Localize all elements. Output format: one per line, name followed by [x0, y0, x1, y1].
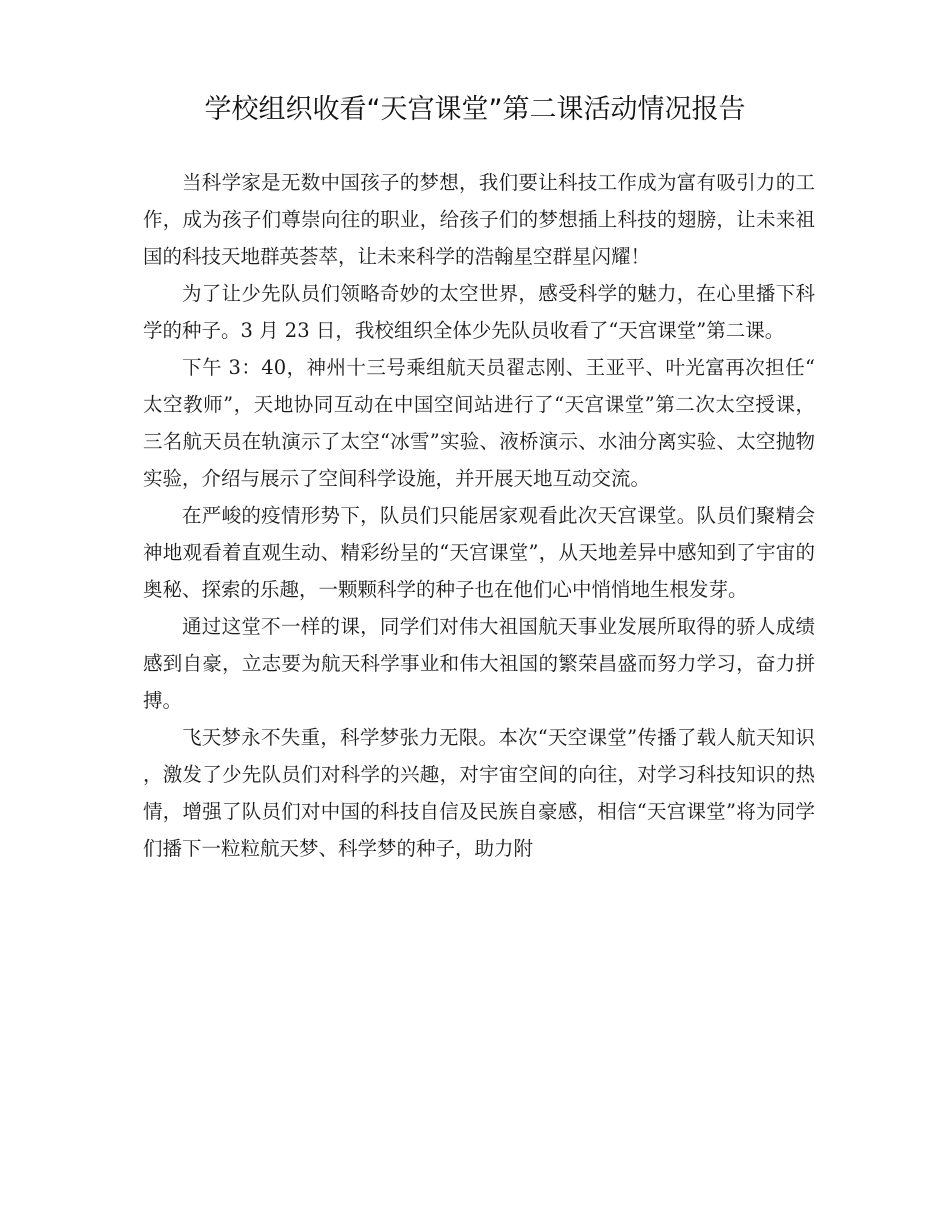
document-title: 学校组织收看“天宫课堂”第二课活动情况报告	[204, 94, 746, 125]
paragraph-3: 下午 3：40，神州十三号乘组航天员翟志刚、王亚平、叶光富再次担任“太空教师”，天地协同互动在中国空间站进行了“天宫课堂”第二次太空授课，三名航天员在轨演示了太空“冰雪”实验、液桥演示、水油分离实验、太空抛物实验，介绍与展示了空间科学设施，并开展天地互动交流。	[143, 356, 815, 490]
paragraph-1: 当科学家是无数中国孩子的梦想，我们要让科技工作成为富有吸引力的工作，成为孩子们尊崇向往的职业，给孩子们的梦想插上科技的翅膀，让未来祖国的科技天地群英荟萃，让未来科学的浩翰星空群星闪耀！	[143, 171, 815, 268]
paragraph-2: 为了让少先队员们领略奇妙的太空世界，感受科学的魅力，在心里播下科学的种子。3 月 23 日，我校组织全体少先队员收看了“天宫课堂”第二课。	[143, 282, 815, 342]
paragraph-4: 在严峻的疫情形势下，队员们只能居家观看此次天宫课堂。队员们聚精会神地观看着直观生动、精彩纷呈的“天宫课堂”，从天地差异中感知到了宇宙的奥秘、探索的乐趣，一颗颗科学的种子也在他们心中悄悄地生根发芽。	[143, 504, 815, 601]
paragraph-6: 飞天梦永不失重，科学梦张力无限。本次“天空课堂”传播了载人航天知识，激发了少先队员们对科学的兴趣，对宇宙空间的向往，对学习科技知识的热情，增强了队员们对中国的科技自信及民族自豪感，相信“天宫课堂”将为同学们播下一粒粒航天梦、科学梦的种子，助力附	[143, 726, 815, 860]
paragraph-5: 通过这堂不一样的课，同学们对伟大祖国航天事业发展所取得的骄人成绩感到自豪，立志要为航天科学事业和伟大祖国的繁荣昌盛而努力学习，奋力拼搏。	[143, 615, 815, 712]
document-body	[143, 164, 815, 867]
